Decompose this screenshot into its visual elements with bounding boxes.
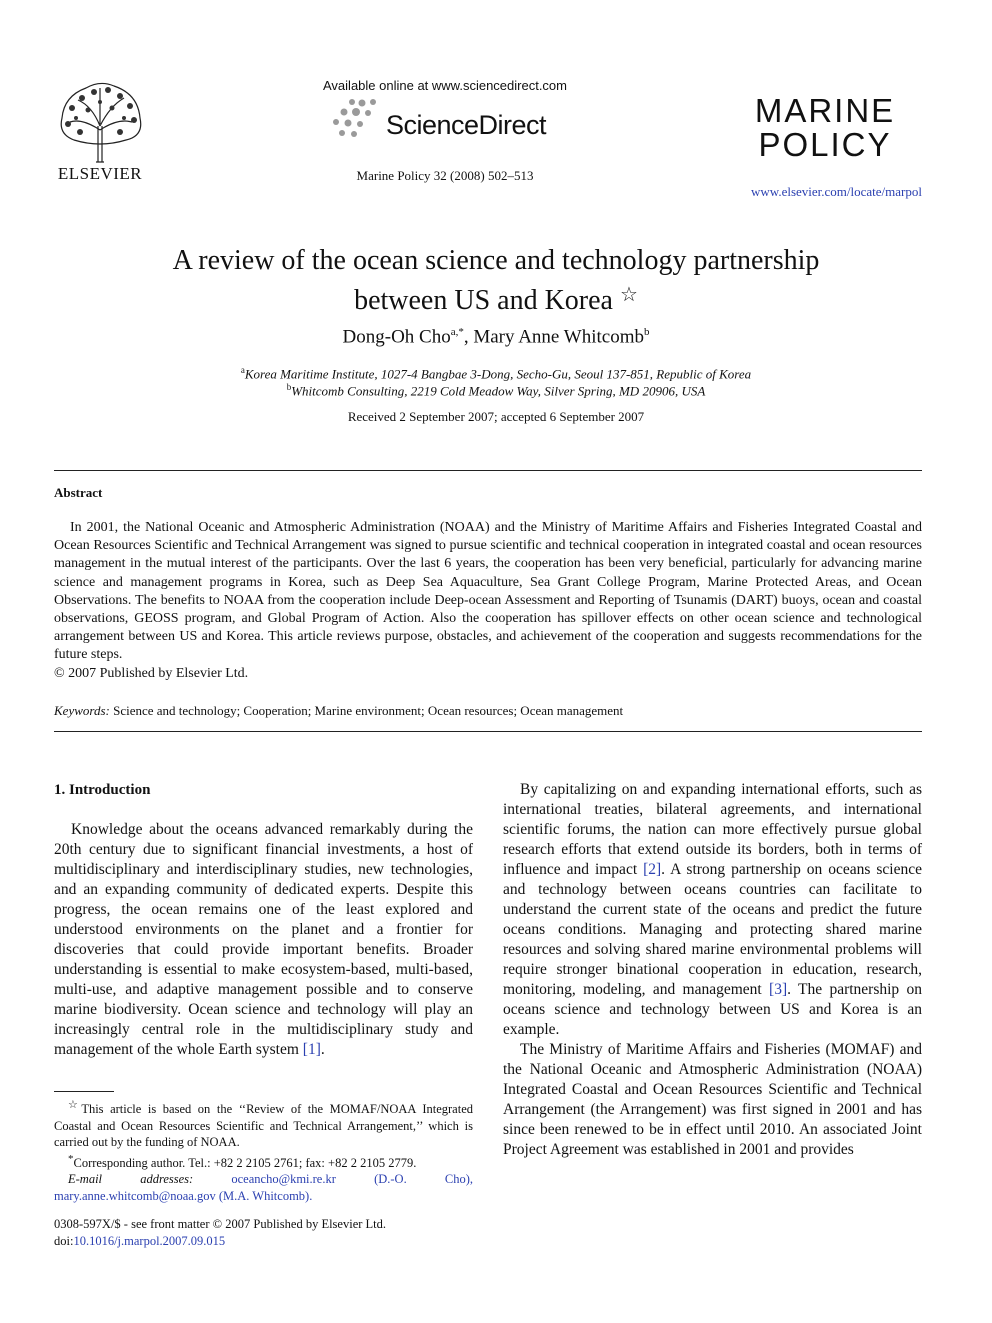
abstract-text: In 2001, the National Oceanic and Atmospheric Administration (NOAA) and the Ministry of Maritime Affairs and Fisheries Integrated Coastal and Ocean Resources Scientific and Technical Arrangement was signed to pursue scientific and technical cooperation in integrated coastal and ocean resources management in the mutual interest of the participants. Over the last 6 years, the cooperation has been very beneficial, particularly for advancing marine science and management programs in Korea, such as Deep Sea Aquaculture, Sea Grant College Program, Marine Protected Areas, and Ocean Observations. The benefits to NOAA from the cooperation include Deep-ocean Assessment and Reporting of Tsunamis (DART) buoys, ocean and coastal observations, GEOSS program, and Global Program of Action. Also the cooperation has spillover effects on other ocean science and technological arrangement between US and Korea. This article reviews purpose, obstacles, and achievement of the cooperation and suggests recommendations for the future steps. [54, 520, 922, 663]
email-label: E-mail addresses: [68, 1172, 194, 1187]
affiliation-b-mark: b [286, 382, 292, 392]
affiliation-b-text: Whitcomb Consulting, 2219 Cold Meadow Way, Silver Spring, MD 20906, USA [291, 383, 706, 399]
journal-logo-line1: MARINE [754, 92, 896, 129]
abstract-copyright: © 2007 Published by Elsevier Ltd. [54, 665, 249, 681]
email-link-2[interactable]: mary.anne.whitcomb@noaa.gov [54, 1188, 216, 1203]
keywords-list: Science and technology; Cooperation; Marine environment; Ocean resources; Ocean management [113, 703, 624, 718]
paragraph-2 [503, 780, 922, 1040]
author-1: Dong-Oh Cho [342, 326, 451, 348]
right-column [503, 780, 922, 1160]
email-link-1[interactable]: oceancho@kmi.re.kr [231, 1172, 336, 1187]
affiliation-a [60, 365, 932, 382]
keywords-label: Keywords: [54, 703, 110, 718]
footnote-corr-mark: * [68, 1152, 74, 1165]
title-line-2-text: between US and Korea [354, 285, 613, 316]
author-separator: , [463, 326, 474, 348]
keywords [54, 703, 922, 719]
publisher-name: ELSEVIER [57, 164, 143, 183]
issn-line: 0308-597X/$ - see front matter © 2007 Published by Elsevier Ltd. [54, 1217, 387, 1231]
available-online-line: Available online at www.sciencedirect.com [323, 78, 567, 93]
journal-logo [740, 94, 910, 162]
citation-ref-1[interactable]: [1] [302, 1041, 321, 1058]
footnote-corresponding [54, 1151, 473, 1172]
divider-bottom [54, 731, 922, 732]
front-matter [54, 1216, 473, 1250]
footnote-corr-text: Corresponding author. Tel.: +82 2 2105 2761; fax: +82 2 2105 2779. [73, 1155, 417, 1170]
received-dates: Received 2 September 2007; accepted 6 September 2007 [347, 409, 645, 424]
title-line-2 [60, 278, 932, 318]
left-column [54, 780, 473, 1060]
author-2: Mary Anne Whitcomb [473, 326, 644, 348]
journal-logo-line2: POLICY [758, 126, 892, 163]
author-1-affil[interactable]: a,* [450, 326, 464, 338]
journal-citation: Marine Policy 32 (2008) 502–513 [356, 168, 534, 183]
paragraph-1: Knowledge about the oceans advanced remarkably during the 20th century due to significant financial investments, a host of multidisciplinary and interdisciplinary studies, new technologies, and an expanding community of dedicated experts. Despite this progress, the ocean remains one of the least explored and understood environments on the planet and a frontier for discoveries that could provide important benefits. Broader understanding is essential to make ecosystem-based, multi-based, multi-use, and adaptive management possible and to conserve marine biodiversity. Ocean science and technology will play an increasingly central role in the multidisciplinary study and management of the whole Earth system [1]. [54, 821, 473, 1058]
journal-url-link[interactable]: www.elsevier.com/locate/marpol [751, 184, 922, 199]
author-list [60, 326, 932, 348]
paragraph-3: The Ministry of Maritime Affairs and Fisheries (MOMAF) and the National Oceanic and Atmospheric Administration (NOAA) Integrated Coastal and Ocean Resources Scientific and Technical Arrangement (the Arrangement) was first signed in 2001 and has since been renewed to be in effect until 2010. An associated Joint Project Agreement was established in 2001 and provides [503, 1041, 922, 1158]
section-heading: 1. Introduction [54, 782, 151, 798]
doi-line [54, 1233, 473, 1250]
abstract-heading: Abstract [54, 485, 103, 500]
footnote-emails [54, 1171, 473, 1204]
footnote-star [54, 1097, 473, 1151]
affiliation-b [60, 382, 932, 399]
title-footnote-star[interactable]: ☆ [619, 284, 638, 306]
doi-link[interactable]: 10.1016/j.marpol.2007.09.015 [73, 1234, 226, 1248]
paragraph-1-text: Knowledge about the oceans advanced remarkably during the 20th century due to significant financial investments, a host of multidisciplinary and interdisciplinary studies, new technologies, and an expanding community of dedicated experts. Despite this progress, the ocean remains one of the least explored and understood environments on the planet and a frontier for discoveries that could provide important benefits. Broader understanding is essential to make ecosystem-based, multi-based, multi-use, and adaptive management possible and to conserve marine biodiversity. Ocean science and technology will play an increasingly central role in the multidisciplinary study and management of the whole Earth system [54, 821, 473, 1058]
affiliation-a-text: Korea Maritime Institute, 1027-4 Bangbae 3-Dong, Secho-Gu, Seoul 137-851, Republic of Korea [244, 366, 752, 382]
footnotes [54, 1097, 473, 1204]
paragraph-2-text-c: . The partnership on oceans science and technology between US and Korea is an example. [503, 981, 922, 1038]
article-title [60, 244, 932, 318]
doi-label: doi: [54, 1234, 74, 1248]
title-line-1: A review of the ocean science and technology partnership [172, 245, 820, 276]
author-2-affil[interactable]: b [643, 326, 650, 338]
email-2-owner[interactable]: (M.A. Whitcomb). [215, 1188, 313, 1203]
footnote-star-mark: ☆ [68, 1099, 82, 1111]
abstract-body [54, 519, 922, 683]
footnote-divider [54, 1091, 114, 1092]
sciencedirect-wordmark: ScienceDirect [386, 110, 547, 140]
divider-top [54, 470, 922, 471]
footnote-star-text: This article is based on the ‘‘Review of the MOMAF/NOAA Integrated Coastal and Ocean Resources Scientific and Technical Arrangement,’’ which is carried out by the funding of NOAA. [54, 1102, 473, 1150]
affiliation-a-mark: a [240, 365, 245, 375]
citation-ref-2[interactable]: [2] [643, 861, 662, 878]
email-1-owner[interactable]: (D.-O. Cho), [335, 1172, 473, 1187]
paragraph-2-text-a: By capitalizing on and expanding international efforts, such as international treaties, bilateral agreements, and international scientific forums, the nation can more effectively pursue global research efforts that extend outside its borders, both in terms of influence and impact [503, 781, 922, 878]
paragraph-2-text-b: . A strong partnership on oceans science and technology between oceans countries can facilitate to understand the current state of the oceans and predict the future oceans conditions. Managing and protecting shared marine resources and solving shared marine environmental problems will require stronger binational cooperation in education, research, monitoring, modeling, and management [503, 861, 922, 998]
citation-ref-3[interactable]: [3] [769, 981, 788, 998]
